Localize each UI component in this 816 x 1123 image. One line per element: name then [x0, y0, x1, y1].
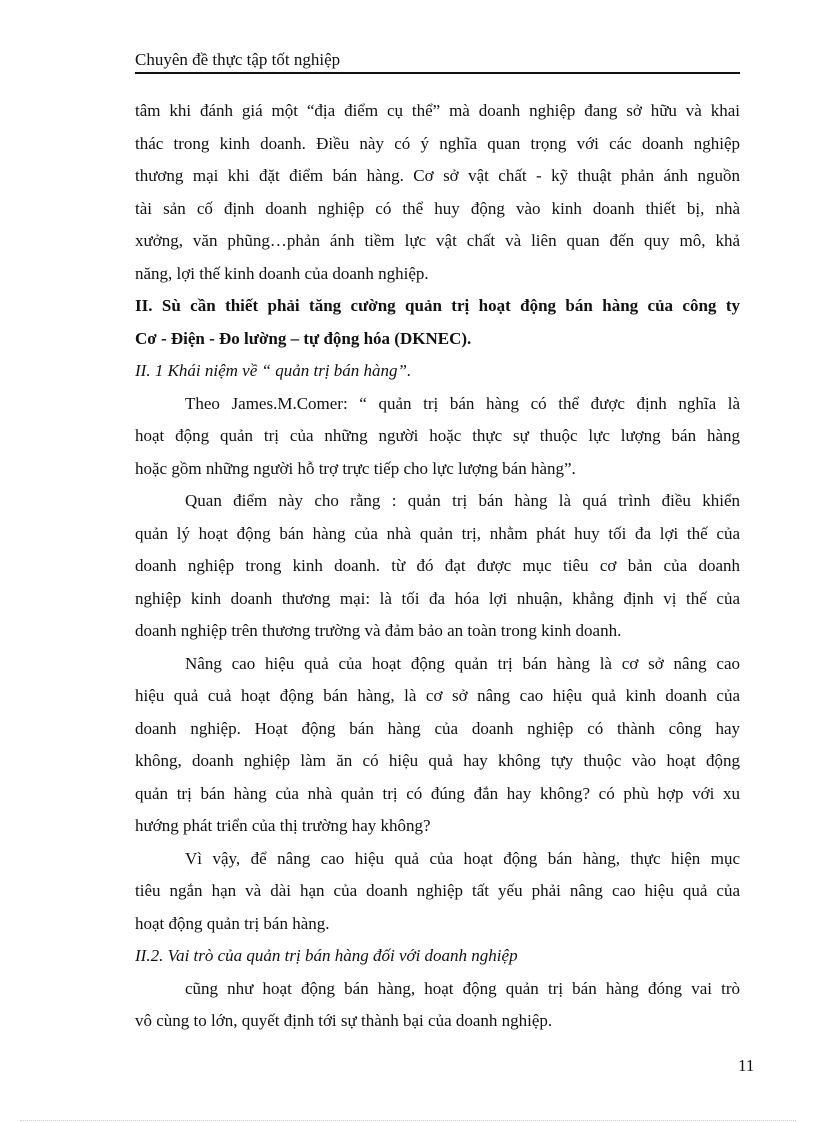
text-line: hoạt động quản trị của những người hoặc thực sự thuộc lực lượng bán hàng — [135, 426, 740, 445]
text-line: hiệu quả cuả hoạt động bán hàng, là cơ sở nâng cao hiệu quả kinh doanh của — [135, 686, 740, 705]
text-line: xưởng, văn phũng…phản ánh tiềm lực vật chất và liên quan đến quy mô, khả — [135, 231, 740, 250]
text-line: Cơ - Điện - Đo lường – tự động hóa (DKNEC). — [135, 328, 472, 348]
page-header — [135, 48, 740, 74]
text-line: doanh nghiệp trên thương trường và đảm bảo an toàn trong kinh doanh. — [135, 621, 622, 640]
text-line: tiêu ngắn hạn và dài hạn của doanh nghiệp tất yếu phải nâng cao hiệu quả của — [135, 881, 740, 900]
text-line: năng, lợi thế kinh doanh của doanh nghiệp. — [135, 263, 429, 283]
text-line: II. Sù cần thiết phải tăng cường quản trị hoạt động bán hàng của công ty — [135, 296, 740, 315]
text-line: không, doanh nghiệp làm ăn có hiệu quả hay không tựy thuộc vào hoạt động — [135, 751, 740, 770]
text-line: nghiệp kinh doanh thương mại: là tối đa hóa lợi nhuận, khẳng định vị thế của — [135, 588, 740, 608]
text-line: hoặc gồm những người hỗ trợ trực tiếp cho lực lượng bán hàng”. — [135, 458, 576, 478]
text-line: tài sản cố định doanh nghiệp có thể huy động vào kinh doanh thiết bị, nhà — [135, 198, 740, 218]
header-title: Chuyên đề thực tập tốt nghiệp — [135, 50, 341, 69]
text-line: tâm khi đánh giá một “địa điểm cụ thể” mà doanh nghiệp đang sở hữu và khai — [135, 101, 740, 120]
text-line: doanh nghiệp trong kinh doanh. từ đó đạt được mục tiêu cơ bản của doanh — [135, 556, 740, 575]
text-line: hướng phát triển của thị trường hay không? — [135, 816, 431, 835]
text-line: cũng như hoạt động bán hàng, hoạt động quản trị bán hàng đóng vai trò — [185, 978, 740, 998]
text-line: Quan điểm này cho rằng : quản trị bán hàng là quá trình điều khiển — [185, 491, 740, 510]
text-line: hoạt động quản trị bán hàng. — [135, 913, 330, 933]
text-line: quản trị bán hàng của nhà quản trị có đúng đắn hay không? có phù hợp với xu — [135, 783, 740, 803]
document-body — [135, 95, 740, 1038]
text-line: Nâng cao hiệu quả của hoạt động quản trị bán hàng là cơ sở nâng cao — [185, 653, 740, 673]
text-line: II. 1 Khái niệm về “ quản trị bán hàng”. — [135, 361, 412, 380]
text-line: Theo James.M.Comer: “ quản trị bán hàng có thể được định nghĩa là — [185, 393, 740, 413]
text-line: thương mại khi đặt điểm bán hàng. Cơ sở vật chất - kỹ thuật phản ánh nguồn — [135, 166, 740, 185]
text-line: doanh nghiệp. Hoạt động bán hàng của doanh nghiệp có thành công hay — [135, 718, 740, 738]
text-line: II.2. Vai trò của quản trị bán hàng đối với doanh nghiệp — [135, 946, 518, 965]
text-line: Vì vậy, để nâng cao hiệu quả của hoạt động bán hàng, thực hiện mục — [185, 848, 740, 868]
page-number: 11 — [738, 1056, 755, 1075]
page-bottom-divider — [20, 1120, 796, 1121]
text-line: vô cùng to lớn, quyết định tới sự thành bại của doanh nghiệp. — [135, 1011, 553, 1030]
text-line: thác trong kinh doanh. Điều này có ý nghĩa quan trọng với các doanh nghiệp — [135, 133, 740, 153]
text-line: quản lý hoạt động bán hàng của nhà quản trị, nhằm phát huy tối đa lợi thế của — [135, 523, 740, 543]
